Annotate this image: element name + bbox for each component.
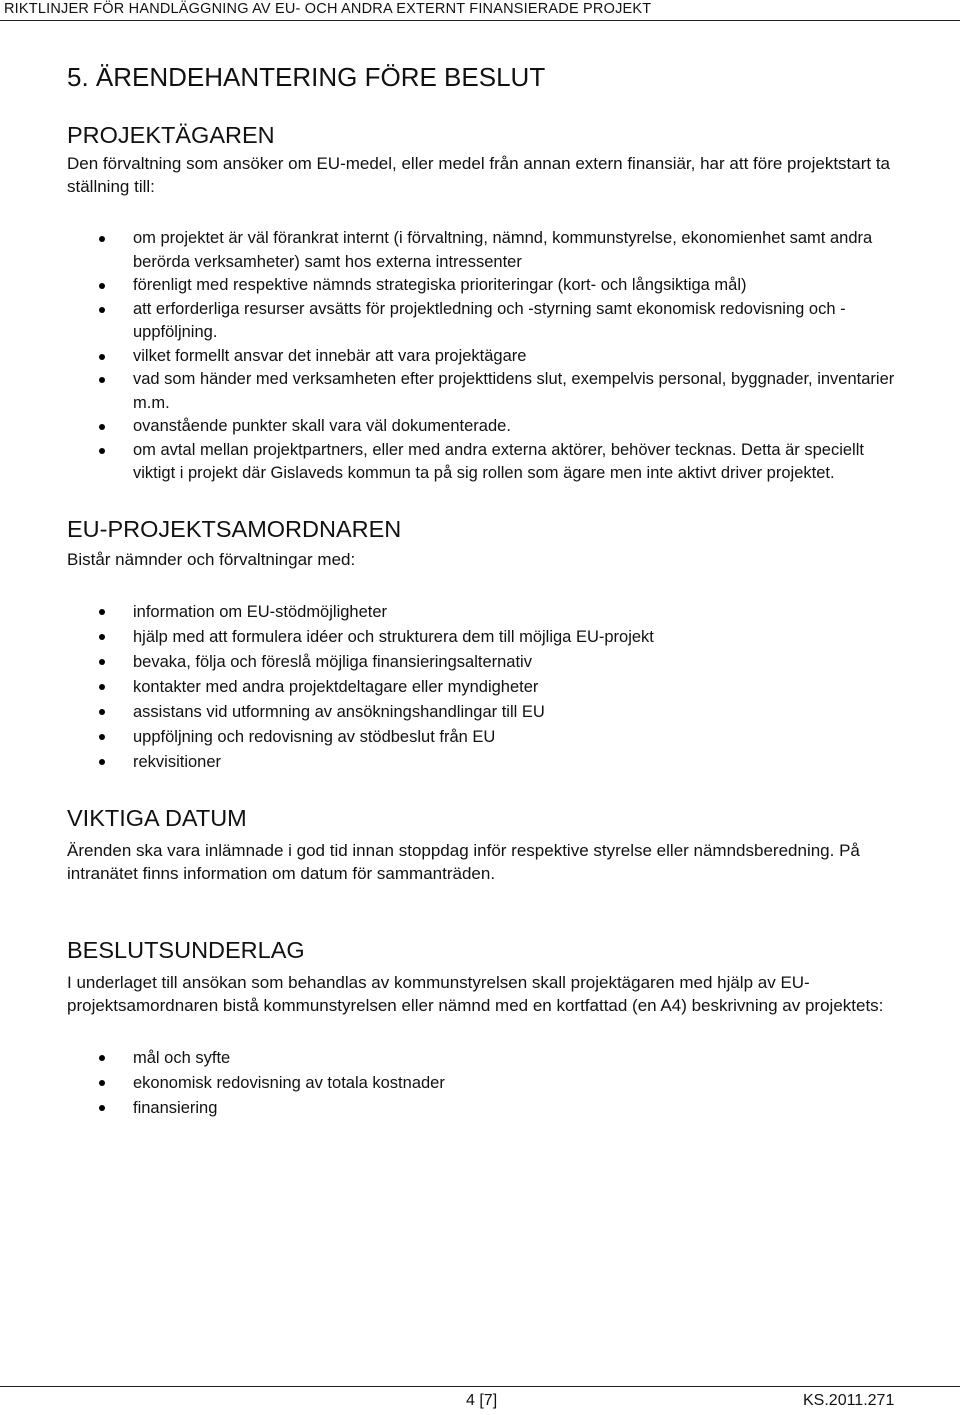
- list-item: om projektet är väl förankrat internt (i förvaltning, nämnd, kommunstyrelse, ekonomienhet samt andra berörda verksamheter) samt hos externa intressenter: [67, 227, 907, 274]
- list-item: hjälp med att formulera idéer och strukturera dem till möjliga EU-projekt: [67, 625, 907, 650]
- section-title-beslutsunderlag: BESLUTSUNDERLAG: [67, 936, 305, 963]
- list-item: rekvisitioner: [67, 750, 907, 775]
- bullet-icon: [99, 684, 105, 690]
- bullet-icon: [99, 283, 105, 289]
- bullet-icon: [99, 448, 105, 454]
- bullet-icon: [99, 424, 105, 430]
- bullet-icon: [99, 734, 105, 740]
- running-header-title: RIKTLINJER FÖR HANDLÄGGNING AV EU- OCH ANDRA EXTERNT FINANSIERADE PROJEKT: [4, 1, 652, 17]
- list-item: förenligt med respektive nämnds strategiska prioriteringar (kort- och långsiktiga mål): [67, 274, 907, 298]
- section-title-viktiga-datum: VIKTIGA DATUM: [67, 804, 247, 831]
- list-item: vad som händer med verksamheten efter projekttidens slut, exempelvis personal, byggnader, inventarier m.m.: [67, 368, 907, 415]
- bullet-icon: [99, 1055, 105, 1061]
- bullet-list-beslutsunderlag: [67, 1046, 907, 1121]
- bullet-icon: [99, 634, 105, 640]
- running-header: [0, 0, 960, 21]
- list-item: uppföljning och redovisning av stödbeslut från EU: [67, 725, 907, 750]
- page-number: 4 [7]: [466, 1392, 498, 1409]
- bullet-icon: [99, 354, 105, 360]
- list-item: ekonomisk redovisning av totala kostnader: [67, 1071, 907, 1096]
- section-text-viktiga-datum: Ärenden ska vara inlämnade i god tid innan stoppdag inför respektive styrelse eller nämndsberedning. På intranätet finns information om datum för sammanträden.: [67, 840, 860, 883]
- bullet-icon: [99, 377, 105, 383]
- document-reference: KS.2011.271: [803, 1392, 895, 1409]
- list-item: ovanstående punkter skall vara väl dokumenterade.: [67, 415, 907, 439]
- bullet-icon: [99, 1080, 105, 1086]
- page-footer: [0, 1386, 960, 1415]
- bullet-icon: [99, 659, 105, 665]
- bullet-icon: [99, 1105, 105, 1111]
- list-item: kontakter med andra projektdeltagare eller myndigheter: [67, 675, 907, 700]
- bullet-icon: [99, 609, 105, 615]
- section-title-projektagaren: PROJEKTÄGAREN: [67, 122, 275, 148]
- bullet-list-projektagaren: [67, 227, 907, 486]
- list-item: om avtal mellan projektpartners, eller med andra externa aktörer, behöver tecknas. Detta är speciellt viktigt i projekt där Gislaveds kommun ta på sig rollen som ägare men inte aktivt driver projektet.: [67, 439, 907, 486]
- bullet-icon: [99, 307, 105, 313]
- list-item: mål och syfte: [67, 1046, 907, 1071]
- bullet-icon: [99, 759, 105, 765]
- bullet-icon: [99, 709, 105, 715]
- bullet-list-eu-projektsamordnaren: [67, 600, 907, 775]
- section-intro-eu-projektsamordnaren: Bistår nämnder och förvaltningar med:: [67, 549, 356, 569]
- list-item: finansiering: [67, 1096, 907, 1121]
- list-item: vilket formellt ansvar det innebär att vara projektägare: [67, 345, 907, 369]
- bullet-icon: [99, 236, 105, 242]
- chapter-title: 5. ÄRENDEHANTERING FÖRE BESLUT: [67, 62, 546, 92]
- list-item: bevaka, följa och föreslå möjliga finansieringsalternativ: [67, 650, 907, 675]
- section-text-beslutsunderlag: I underlaget till ansökan som behandlas av kommunstyrelsen skall projektägaren med hjälp av EU-projektsamordnaren bistå kommunstyrelsen eller nämnd med en kortfattad (en A4) beskrivning av projektets:: [67, 972, 884, 1015]
- list-item: assistans vid utformning av ansökningshandlingar till EU: [67, 700, 907, 725]
- section-intro-projektagaren: Den förvaltning som ansöker om EU-medel, eller medel från annan extern finansiär, har att före projektstart ta ställning till:: [67, 154, 891, 196]
- list-item: information om EU-stödmöjligheter: [67, 600, 907, 625]
- section-title-eu-projektsamordnaren: EU-PROJEKTSAMORDNAREN: [67, 515, 402, 542]
- document-body: [67, 60, 907, 1121]
- list-item: att erforderliga resurser avsätts för projektledning och -styrning samt ekonomisk redovisning och -uppföljning.: [67, 298, 907, 345]
